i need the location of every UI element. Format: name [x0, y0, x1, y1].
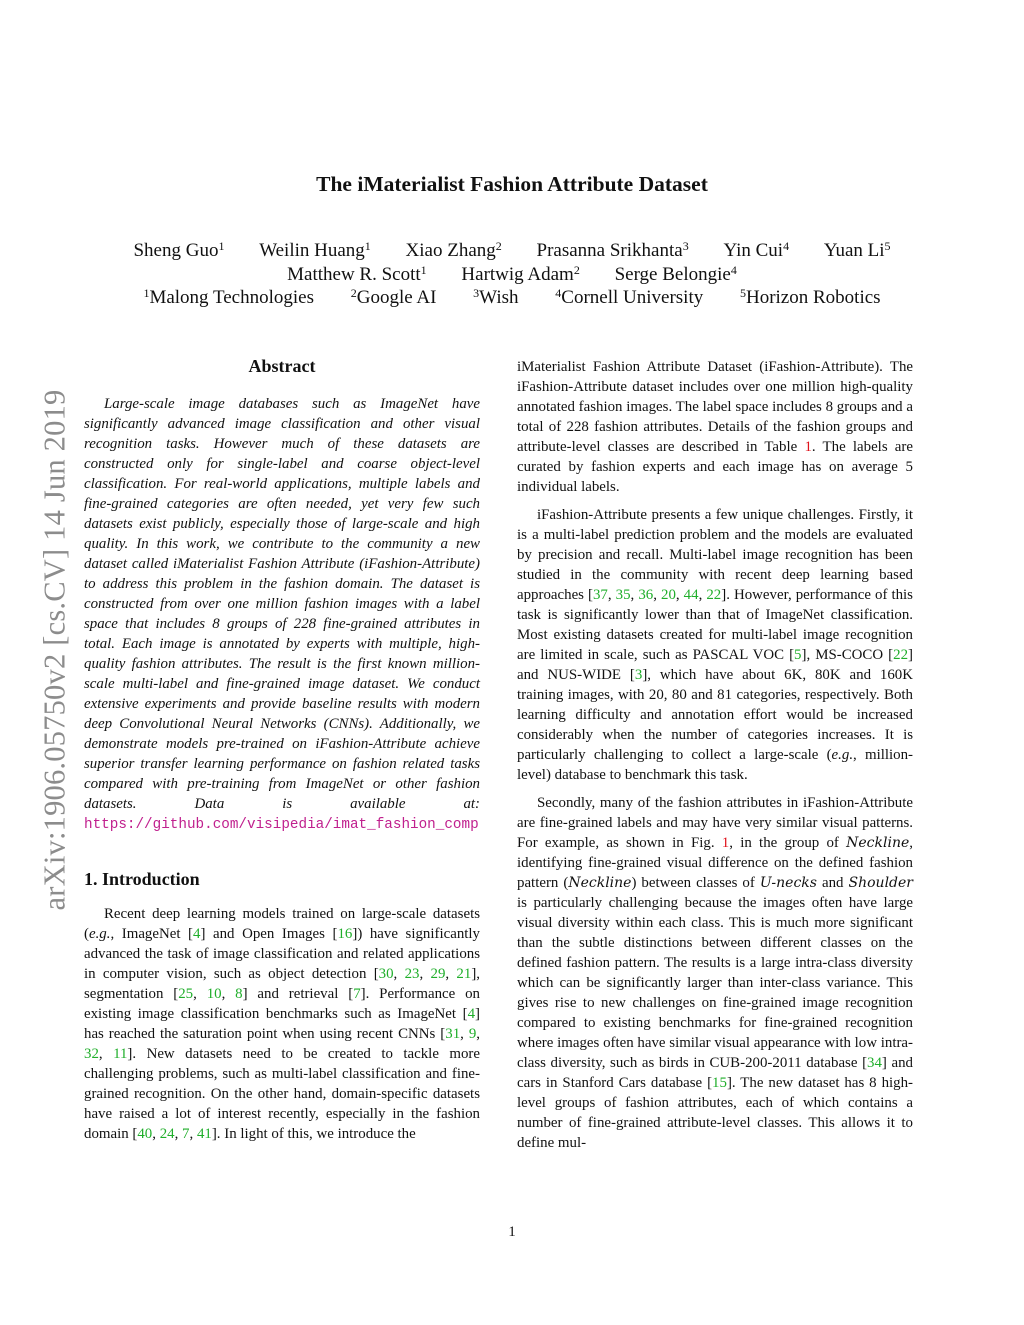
intro-paragraph-3: iFashion-Attribute presents a few unique challenges. Firstly, it is a multi-label prediction problem and the models are evaluated by precision and recall. Multi-label image recognition has been studied in the community with recent deep learning based approaches [37, 35, 36, 20, 44, 22]. However, performance of this task is significantly lower than that of ImageNet classification. Most existing datasets created for multi-label image recognition are limited in scale, such as PASCAL VOC [5], MS-COCO [22] and NUS-WIDE [3], which have about 6K, 80K and 160K training images, with 20, 80 and 81 categories, respectively. Both learning difficulty and annotation effort would be increased considerably when the number of categories increases. It is particularly challenging to collect a large-scale (e.g., million-level) database to benchmark this task. [517, 507, 914, 783]
citation-link[interactable]: 44 [683, 587, 699, 603]
right-column [517, 357, 913, 1153]
affiliations-line [0, 287, 1024, 309]
citation-link[interactable]: 22 [893, 647, 909, 663]
intro-paragraph-2: iMaterialist Fashion Attribute Dataset (iFashion-Attribute). The iFashion-Attribute dataset includes over one million high-quality annotated fashion images. The label space includes 8 groups and a total of 228 fashion attributes. Details of the fashion groups and attribute-level classes are described in Table 1. The labels are curated by fashion experts and each image has on average 5 individual labels. [517, 359, 913, 495]
citation-link[interactable]: 4 [467, 1006, 476, 1022]
citation-link[interactable]: 5 [794, 647, 802, 663]
author: Xiao Zhang$^2$ [405, 239, 502, 261]
author: Matthew R. Scott$^1$ [287, 263, 427, 285]
citation-link[interactable]: 7 [353, 986, 361, 1002]
citation-link[interactable]: 4 [193, 926, 201, 942]
citation-link[interactable]: 7 [182, 1126, 190, 1142]
intro-paragraph-4: Secondly, many of the fashion attributes in iFashion-Attribute are fine-grained labels and may have very similar visual patterns. For example, as shown in Fig. 1, in the group of Neckline, identifying fine-grained visual difference on the defined fashion pattern (Neckline) between classes of U-necks and Shoulder is particularly challenging because the images often have large visual diversity within each class. This is much more significant than the subtle distinctions between different classes on the defined fashion pattern. The results is a large intra-class diversity which can be significantly larger than inter-class variance. This gives rise to new challenges on fine-grained image recognition compared to existing benchmarks for fine-grained recognition where images often have similar visual appearance with low intra-class diversity, such as birds in CUB-200-2011 database [34] and cars in Stanford Cars database [15]. The new dataset has 8 high-level groups of fashion attributes, each of which contains a number of fine-grained attribute-level classes. This allows it to define mul- [517, 795, 913, 1151]
arxiv-identifier-margin [35, 355, 75, 945]
figure-reference-link[interactable]: 1 [721, 835, 730, 851]
author: Yin Cui$^4$ [723, 239, 790, 261]
citation-link[interactable]: 20 [661, 587, 676, 603]
citation-link[interactable]: 3 [634, 667, 643, 683]
table-reference-link[interactable]: 1 [804, 439, 812, 455]
author-line-2 [0, 264, 1024, 286]
author: Serge Belongie$^4$ [614, 263, 737, 285]
dataset-link[interactable]: https://github.com/visipedia/imat_fashion_comp [84, 817, 479, 833]
citation-link[interactable]: 16 [337, 926, 353, 942]
citation-link[interactable]: 22 [706, 587, 722, 603]
citation-link[interactable]: 36 [638, 587, 654, 603]
affiliation: $^4$Cornell University [555, 286, 704, 308]
citation-link[interactable]: 32 [84, 1046, 99, 1062]
affiliation: $^5$Horizon Robotics [739, 286, 881, 308]
citation-link[interactable]: 31 [445, 1026, 461, 1042]
affiliation: $^1$Malong Technologies [143, 286, 314, 308]
intro-paragraph-1: Recent deep learning models trained on large-scale datasets (e.g., ImageNet [4] and Open Images [16]) have significantly advanced the task of image classification and related applications in computer vision, such as object detection [30, 23, 29, 21], segmentation [25, 10, 8] and retrieval [7]. Performance on existing image classification benchmarks such as ImageNet [4] has reached the saturation point when using recent CNNs [31, 9, 32, 11]. New datasets need to be created to tackle more challenging problems, such as multi-label classification and fine-grained recognition. On the other hand, domain-specific datasets have raised a lot of interest recently, especially in the fashion domain [40, 24, 7, 41]. In light of this, we introduce the [84, 906, 480, 1142]
citation-link[interactable]: 30 [378, 966, 394, 982]
citation-link[interactable]: 24 [159, 1126, 175, 1142]
citation-link[interactable]: 35 [615, 587, 631, 603]
author: Sheng Guo$^1$ [133, 239, 225, 261]
author: Yuan Li$^5$ [823, 239, 891, 261]
affiliation: $^3$Wish [473, 286, 519, 308]
author: Weilin Huang$^1$ [259, 239, 371, 261]
citation-link[interactable]: 29 [430, 966, 446, 982]
author: Prasanna Srikhanta$^3$ [536, 239, 689, 261]
author: Hartwig Adam$^2$ [461, 263, 580, 285]
citation-link[interactable]: 21 [456, 966, 472, 982]
paper-title: The iMaterialist Fashion Attribute Dataset [316, 172, 708, 196]
affiliation: $^2$Google AI [350, 286, 437, 308]
left-column [84, 355, 480, 1144]
citation-link[interactable]: 41 [196, 1126, 212, 1142]
citation-link[interactable]: 40 [137, 1126, 153, 1142]
citation-link[interactable]: 25 [178, 986, 194, 1002]
citation-link[interactable]: 9 [468, 1026, 477, 1042]
abstract-heading: Abstract [248, 356, 316, 376]
citation-link[interactable]: 11 [113, 1046, 128, 1062]
page-number: 1 [508, 1224, 516, 1240]
citation-link[interactable]: 8 [235, 986, 243, 1002]
section-heading-introduction: 1. Introduction [84, 869, 200, 889]
citation-link[interactable]: 15 [712, 1075, 727, 1091]
author-line-1 [0, 240, 1024, 262]
arxiv-identifier: arXiv:1906.05750v2 [cs.CV] 14 Jun 2019 [37, 389, 72, 911]
abstract-body: Large-scale image databases such as ImageNet have significantly advanced image classification and other visual recognition tasks. However much of these datasets are constructed only for single-label and coarse object-level classification. For real-world applications, multiple labels and fine-grained categories are often needed, yet very few such datasets exist publicly, especially those of large-scale and high quality. In this work, we contribute to the community a new dataset called iMaterialist Fashion Attribute (iFashion-Attribute) to address this problem in the fashion domain. The dataset is constructed from over one million fashion images with a label space that includes 8 groups of 228 fine-grained attributes in total. Each image is annotated by experts with multiple, high-quality fashion attributes. The result is the first known million-scale multi-label and fine-grained image dataset. We conduct extensive experiments and provide baseline results with modern deep Convolutional Neural Networks (CNNs). Additionally, we demonstrate models pre-trained on iFashion-Attribute achieve superior transfer learning performance on fashion related tasks compared with pre-training from ImageNet or other fashion datasets. Data is available at: https://github.com/visipedia/imat_fashion_comp [84, 396, 480, 833]
citation-link[interactable]: 10 [206, 986, 222, 1002]
citation-link[interactable]: 23 [404, 966, 420, 982]
citation-link[interactable]: 34 [867, 1055, 882, 1071]
citation-link[interactable]: 37 [592, 587, 608, 603]
